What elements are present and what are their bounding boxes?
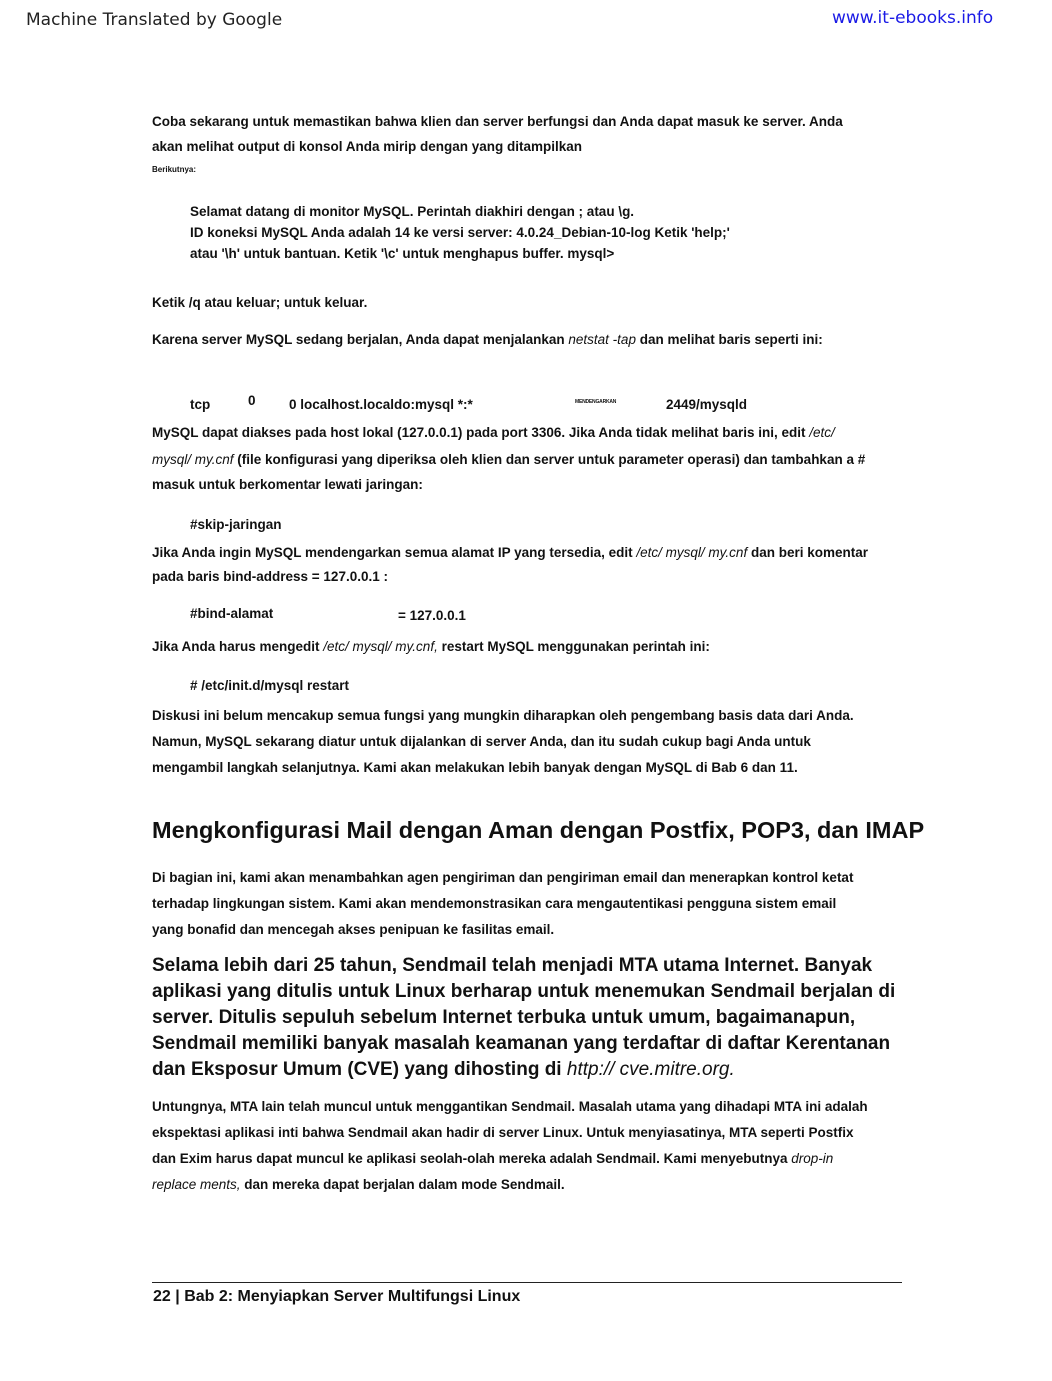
paragraph-line: mengambil langkah selanjutnya. Kami akan melakukan lebih banyak dengan MySQL di Bab 6 dan 11. — [152, 760, 798, 775]
text-run: MySQL dapat diakses pada host lokal (127.0.0.1) pada port 3306. Jika Anda tidak melihat baris ini, edit — [152, 425, 810, 440]
file-path: /etc/ mysql/ my.cnf — [636, 545, 748, 560]
term: replace ments, — [152, 1177, 241, 1192]
paragraph-line — [152, 447, 865, 473]
code-line: # /etc/init.d/mysql restart — [190, 678, 350, 693]
page-footer — [153, 1288, 520, 1306]
netstat-recv: 0 — [248, 393, 256, 408]
paragraph-line: Sendmail memiliki banyak masalah keamanan yang terdaftar di daftar Kerentanan — [152, 1033, 891, 1054]
paragraph-line — [152, 634, 710, 660]
paragraph-line: akan melihat output di konsol Anda mirip dengan yang ditampilkan — [152, 139, 583, 154]
text-run: Jika Anda ingin MySQL mendengarkan semua alamat IP yang tersedia, edit — [152, 545, 637, 560]
text-run: dan mereka dapat berjalan dalam mode Sendmail. — [240, 1177, 565, 1192]
translation-banner: Machine Translated by Google — [26, 10, 283, 30]
text-run: restart MySQL menggunakan perintah ini: — [437, 639, 710, 654]
paragraph-line — [152, 540, 868, 566]
paragraph-line: Selama lebih dari 25 tahun, Sendmail telah menjadi MTA utama Internet. Banyak — [152, 955, 873, 976]
code-line: atau '\h' untuk bantuan. Ketik '\c' untuk menghapus buffer. mysql> — [190, 246, 615, 261]
paragraph-line: Berikutnya: — [152, 165, 197, 174]
page-number: 22 — [153, 1288, 171, 1305]
footer-rule — [152, 1282, 902, 1283]
netstat-state: MENDENGARKAN — [575, 399, 617, 405]
netstat-proto: tcp — [190, 397, 211, 412]
file-path: mysql/ my.cnf — [152, 452, 234, 467]
paragraph-line — [152, 420, 835, 446]
footer-separator: | — [175, 1288, 180, 1305]
chapter-title: Bab 2: Menyiapkan Server Multifungsi Linux — [184, 1288, 521, 1305]
text-run: dan Exim harus dapat muncul ke aplikasi seolah-olah mereka adalah Sendmail. Kami menyebutnya — [152, 1151, 792, 1166]
paragraph-line: terhadap lingkungan sistem. Kami akan mendemonstrasikan cara mengautentikasi pengguna sistem email — [152, 896, 837, 911]
website-link[interactable]: www.it-ebooks.info — [832, 8, 994, 28]
paragraph-line: ekspektasi aplikasi inti bahwa Sendmail akan hadir di server Linux. Untuk menyiasatinya, MTA seperti Postfix — [152, 1125, 854, 1140]
paragraph-line: masuk untuk berkomentar lewati jaringan: — [152, 477, 423, 492]
url-link[interactable]: http:// cve.mitre.org. — [566, 1059, 735, 1080]
code-line: #bind-alamat — [190, 606, 274, 621]
code-line: ID koneksi MySQL Anda adalah 14 ke versi server: 4.0.24_Debian-10-log Ketik 'help;' — [190, 225, 730, 240]
text-run: dan beri komentar — [747, 545, 868, 560]
text-run: Karena server MySQL sedang berjalan, Anda dapat menjalankan — [152, 332, 569, 347]
text-run: (file konfigurasi yang diperiksa oleh klien dan server untuk parameter operasi) dan tambahkan a # — [233, 452, 866, 467]
paragraph-line: Coba sekarang untuk memastikan bahwa klien dan server berfungsi dan Anda dapat masuk ke server. Anda — [152, 114, 843, 129]
code-line: = 127.0.0.1 — [398, 608, 466, 623]
paragraph-line — [152, 327, 823, 353]
code-line: Selamat datang di monitor MySQL. Perintah diakhiri dengan ; atau \g. — [190, 204, 635, 219]
file-path: /etc/ — [809, 425, 835, 440]
paragraph-line — [152, 1146, 833, 1172]
section-heading: Mengkonfigurasi Mail dengan Aman dengan Postfix, POP3, dan IMAP — [152, 817, 925, 843]
netstat-address: 0 localhost.localdo:mysql *:* — [289, 397, 473, 412]
text-run: dan melihat baris seperti ini: — [635, 332, 823, 347]
term: drop-in — [791, 1151, 834, 1166]
netstat-pid: 2449/mysqld — [666, 397, 748, 412]
file-path: /etc/ mysql/ my.cnf, — [323, 639, 438, 654]
code-line: #skip-jaringan — [190, 517, 282, 532]
paragraph-line: aplikasi yang ditulis untuk Linux berharap untuk menemukan Sendmail berjalan di — [152, 981, 896, 1002]
paragraph-line: Untungnya, MTA lain telah muncul untuk menggantikan Sendmail. Masalah utama yang dihadapi MTA ini adalah — [152, 1099, 868, 1114]
paragraph-line: Di bagian ini, kami akan menambahkan agen pengiriman dan pengiriman email dan menerapkan kontrol ketat — [152, 870, 854, 885]
paragraph-line — [152, 1172, 565, 1198]
text-run: dan Eksposur Umum (CVE) yang dihosting di — [152, 1059, 567, 1080]
paragraph-line: yang bonafid dan mencegah akses penipuan ke fasilitas email. — [152, 922, 555, 937]
text-run: Jika Anda harus mengedit — [152, 639, 324, 654]
paragraph-line: Diskusi ini belum mencakup semua fungsi yang mungkin diharapkan oleh pengembang basis data dari Anda. — [152, 708, 854, 723]
paragraph-line: Ketik /q atau keluar; untuk keluar. — [152, 295, 368, 310]
paragraph-line: pada baris bind-address = 127.0.0.1 : — [152, 569, 388, 584]
paragraph-line: Namun, MySQL sekarang diatur untuk dijalankan di server Anda, dan itu sudah cukup bagi Anda untuk — [152, 734, 811, 749]
command-name: netstat -tap — [568, 332, 636, 347]
paragraph-line — [152, 1057, 735, 1083]
paragraph-line: server. Ditulis sepuluh sebelum Internet terbuka untuk umum, bagaimanapun, — [152, 1007, 856, 1028]
